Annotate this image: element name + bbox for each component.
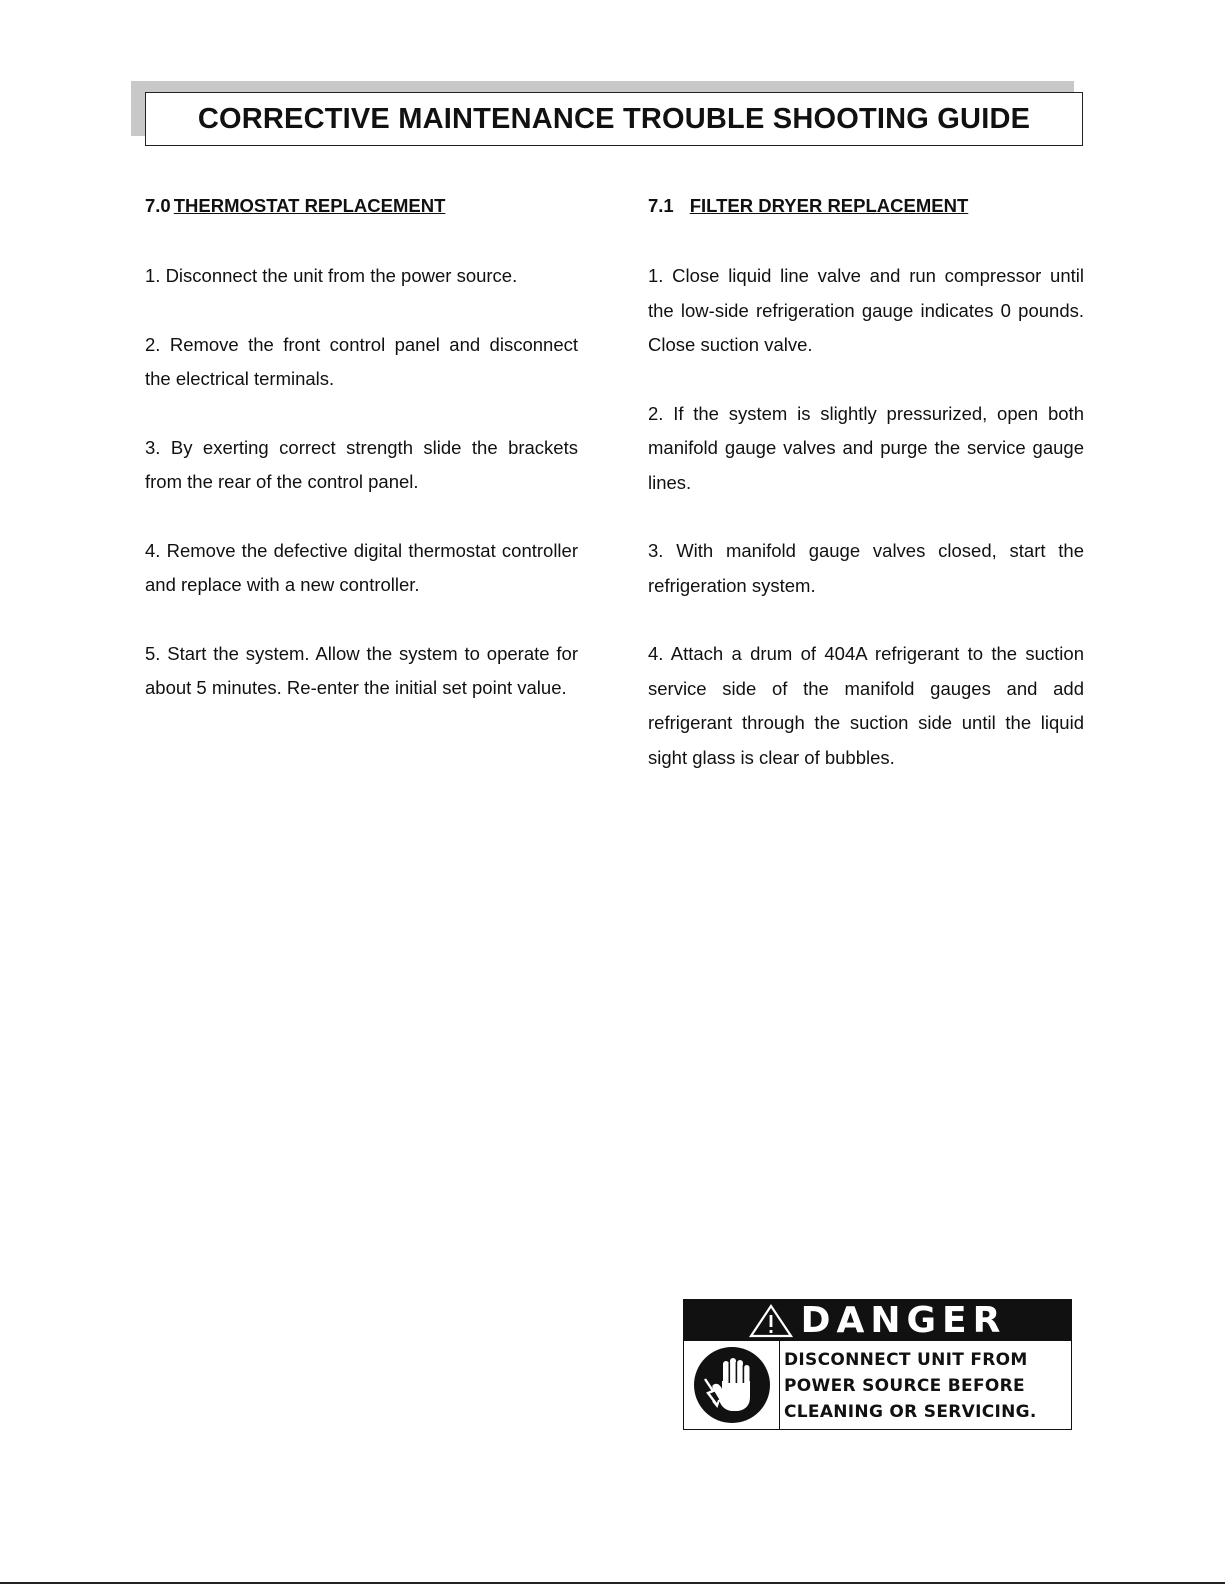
filter-dryer-section-heading [648,193,1084,219]
section-title: FILTER DRYER REPLACEMENT [689,195,969,216]
thermostat-steps [145,259,578,706]
danger-message-line: CLEANING OR SERVICING. [784,1402,1037,1422]
danger-message-line: POWER SOURCE BEFORE [784,1376,1025,1396]
filter-dryer-steps [648,259,1084,775]
step-item: 4. Attach a drum of 404A refrigerant to the suction service side of the manifold gauges and add refrigerant through the suction side until the liquid sight glass is clear of bubbles. [648,643,1084,768]
thermostat-section-heading [145,193,578,219]
danger-body [684,1341,1071,1429]
danger-heading: DANGER [800,1300,1007,1341]
step-item: 1. Disconnect the unit from the power source. [145,265,518,286]
step-item: 4. Remove the defective digital thermostat controller and replace with a new controller. [145,539,578,595]
step-item: 2. If the system is slightly pressurized, open both manifold gauge valves and purge the service gauge lines. [648,402,1084,493]
danger-label [683,1299,1072,1430]
danger-message [780,1341,1037,1429]
step-item: 2. Remove the front control panel and disconnect the electrical terminals. [145,333,578,389]
danger-message-line: DISCONNECT UNIT FROM [784,1350,1028,1370]
step-item: 5. Start the system. Allow the system to operate for about 5 minutes. Re-enter the initial set point value. [145,642,578,698]
step-item: 3. With manifold gauge valves closed, start the refrigeration system. [648,540,1084,596]
page-title-text: CORRECTIVE MAINTENANCE TROUBLE SHOOTING GUIDE [197,102,1031,135]
filter-dryer-section [648,193,1084,809]
section-number: 7.0 [145,195,171,216]
danger-header [684,1300,1071,1341]
step-item: 3. By exerting correct strength slide the brackets from the rear of the control panel. [145,436,578,492]
step-item: 1. Close liquid line valve and run compressor until the low-side refrigeration gauge indicates 0 pounds. Close suction valve. [648,265,1084,355]
thermostat-section [145,193,578,740]
page-title [145,92,1083,146]
section-number: 7.1 [648,195,674,216]
electric-shock-hand-icon [691,1345,773,1425]
section-title: THERMOSTAT REPLACEMENT [173,195,446,216]
warning-triangle-icon [749,1304,793,1338]
page-bottom-rule [0,1582,1225,1584]
danger-icon-cell [684,1341,780,1429]
